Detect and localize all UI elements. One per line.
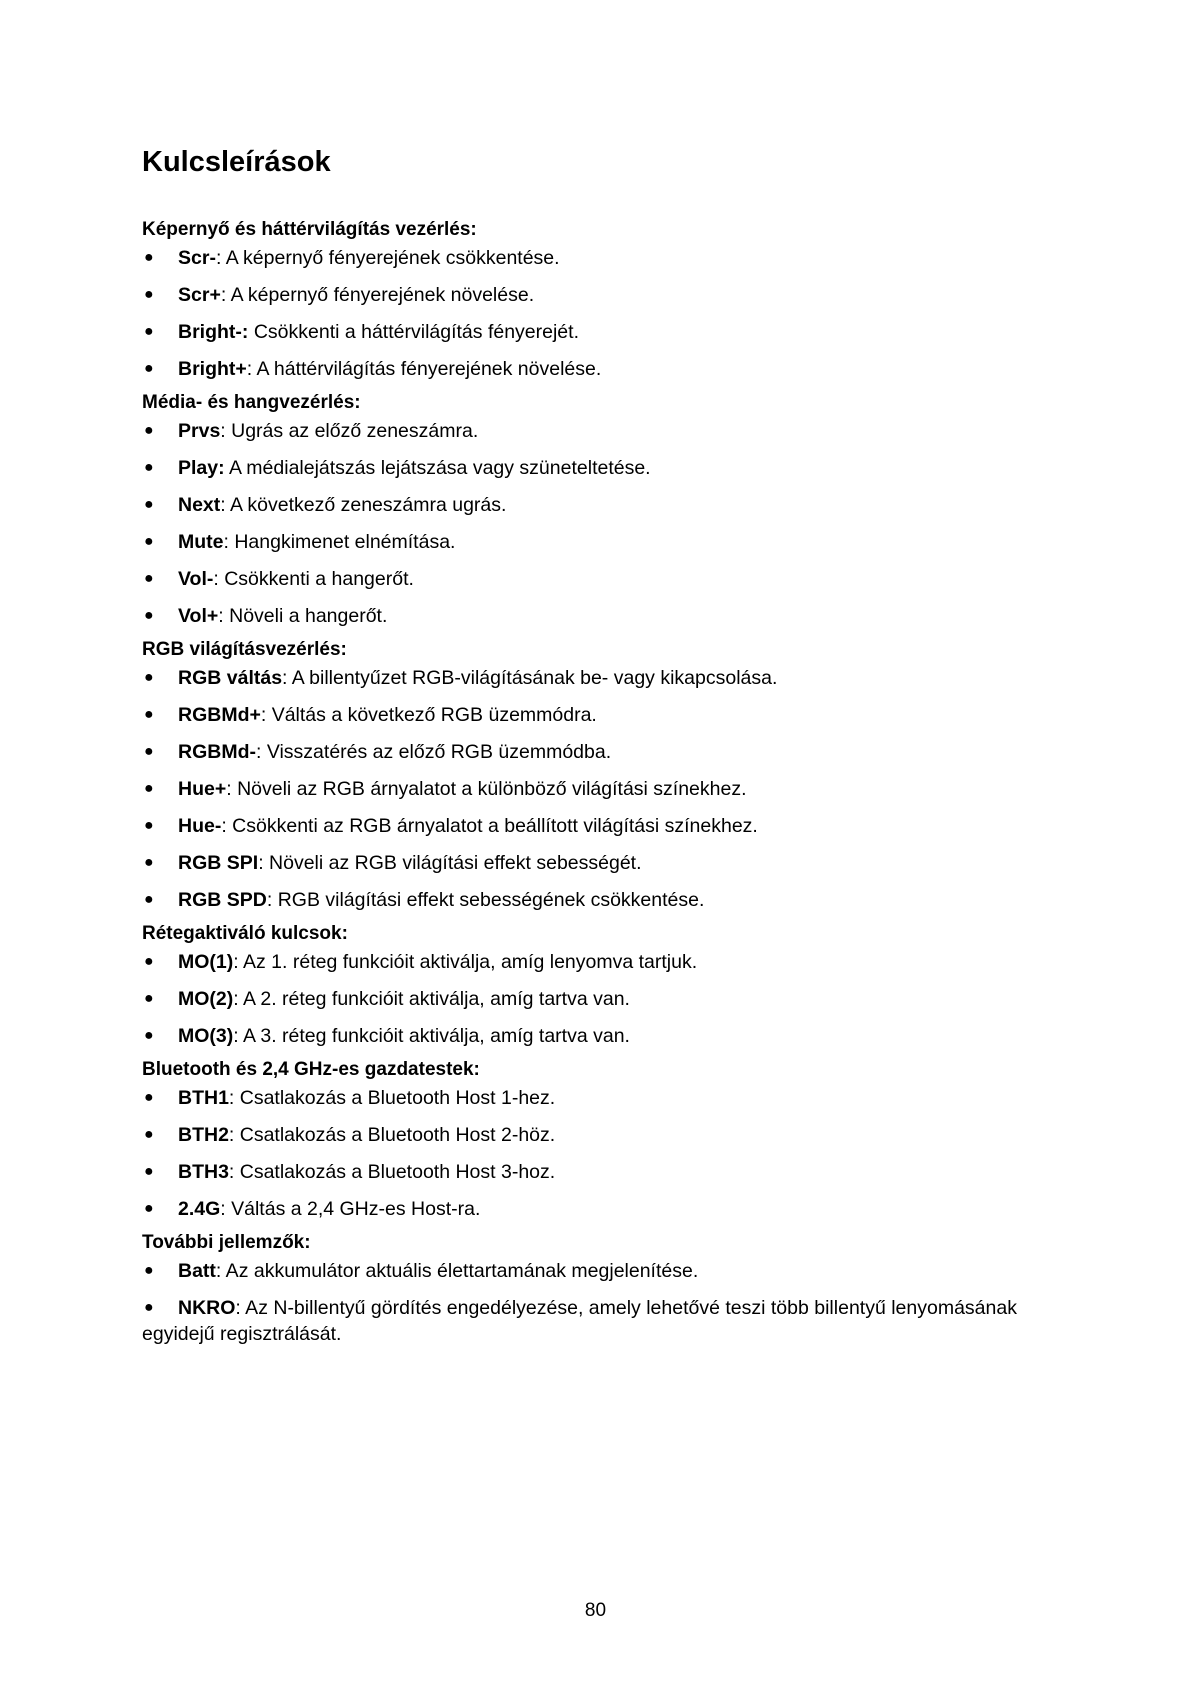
bullet-icon: ●	[144, 780, 154, 797]
key-name: RGBMd-	[178, 741, 256, 763]
list-item	[142, 887, 1062, 913]
bullet-icon: ●	[144, 1163, 154, 1180]
key-name: MO(3)	[178, 1025, 234, 1047]
bullet-icon: ●	[144, 1089, 154, 1106]
list-item	[142, 566, 1062, 592]
bullet-icon: ●	[144, 1262, 154, 1279]
key-name: RGB SPD	[178, 889, 267, 911]
list-item	[142, 1295, 1062, 1347]
key-name: MO(1)	[178, 951, 234, 973]
list-item	[142, 1258, 1062, 1284]
section-heading: Média- és hangvezérlés:	[142, 392, 361, 413]
bullet-icon: ●	[144, 1299, 154, 1316]
key-name: NKRO	[178, 1297, 236, 1319]
key-name: Hue-	[178, 815, 222, 837]
bullet-icon: ●	[144, 459, 154, 476]
list-item	[142, 986, 1062, 1012]
key-description: : Az N-billentyű gördítés engedélyezése, amely lehetővé teszi több billentyű lenyomásának egyidejű regisztrálását.	[142, 1297, 1017, 1345]
bullet-icon: ●	[144, 533, 154, 550]
list-item	[142, 739, 1062, 765]
bullet-icon: ●	[144, 360, 154, 377]
section-rgb-lighting	[142, 637, 1062, 913]
bullet-icon: ●	[144, 286, 154, 303]
key-name: MO(2)	[178, 988, 234, 1010]
key-name: Batt	[178, 1260, 216, 1282]
key-name: RGB SPI	[178, 852, 259, 874]
list-item	[142, 1085, 1062, 1111]
list-item	[142, 702, 1062, 728]
key-description: : Növeli a hangerőt.	[218, 605, 388, 627]
key-description: : Növeli az RGB árnyalatot a különböző világítási színekhez.	[226, 778, 747, 800]
key-description: A médialejátszás lejátszása vagy szüneteltetése.	[224, 457, 651, 479]
list-item	[142, 356, 1062, 382]
section-heading: Képernyő és háttérvilágítás vezérlés:	[142, 219, 477, 240]
key-list	[142, 418, 1062, 629]
page-title: Kulcsleírások	[142, 146, 331, 178]
key-list	[142, 245, 1062, 382]
key-name: Vol+	[178, 605, 219, 627]
list-item	[142, 319, 1062, 345]
key-name: Next	[178, 494, 221, 516]
key-name: BTH1	[178, 1087, 229, 1109]
key-name: BTH2	[178, 1124, 229, 1146]
document-page	[142, 140, 1062, 1355]
key-description: : Az akkumulátor aktuális élettartamának megjelenítése.	[215, 1260, 699, 1282]
section-media-audio	[142, 390, 1062, 629]
key-name: Vol-	[178, 568, 214, 590]
key-description: : Csökkenti a hangerőt.	[213, 568, 414, 590]
list-item	[142, 603, 1062, 629]
key-name: Scr-	[178, 247, 216, 269]
key-list	[142, 665, 1062, 913]
list-item	[142, 529, 1062, 555]
key-description: : Csatlakozás a Bluetooth Host 2-höz.	[228, 1124, 556, 1146]
key-description: : Visszatérés az előző RGB üzemmódba.	[255, 741, 612, 763]
list-item	[142, 850, 1062, 876]
key-name: RGBMd+	[178, 704, 261, 726]
key-description: : RGB világítási effekt sebességének csökkentése.	[266, 889, 705, 911]
key-description: : A következő zeneszámra ugrás.	[220, 494, 507, 516]
key-name: 2.4G	[178, 1198, 221, 1220]
bullet-icon: ●	[144, 1027, 154, 1044]
key-name: RGB váltás	[178, 667, 283, 689]
page-number: 80	[584, 1600, 607, 1621]
key-description: : Ugrás az előző zeneszámra.	[220, 420, 479, 442]
key-list	[142, 1258, 1062, 1347]
key-name: Bright+	[178, 358, 247, 380]
bullet-icon: ●	[144, 743, 154, 760]
key-description: : Az 1. réteg funkcióit aktiválja, amíg lenyomva tartjuk.	[233, 951, 698, 973]
bullet-icon: ●	[144, 1126, 154, 1143]
section-layer-keys	[142, 921, 1062, 1049]
bullet-icon: ●	[144, 570, 154, 587]
key-description: : Hangkimenet elnémítása.	[223, 531, 456, 553]
list-item	[142, 282, 1062, 308]
bullet-icon: ●	[144, 249, 154, 266]
list-item	[142, 245, 1062, 271]
key-name: BTH3	[178, 1161, 229, 1183]
list-item	[142, 492, 1062, 518]
key-description: : A billentyűzet RGB-világításának be- vagy kikapcsolása.	[282, 667, 778, 689]
list-item	[142, 1122, 1062, 1148]
bullet-icon: ●	[144, 607, 154, 624]
section-heading: Bluetooth és 2,4 GHz-es gazdatestek:	[142, 1059, 480, 1080]
section-bluetooth-hosts	[142, 1057, 1062, 1222]
list-item	[142, 1159, 1062, 1185]
bullet-icon: ●	[144, 496, 154, 513]
key-name: Scr+	[178, 284, 221, 306]
key-description: : Váltás a 2,4 GHz-es Host-ra.	[220, 1198, 481, 1220]
bullet-icon: ●	[144, 706, 154, 723]
bullet-icon: ●	[144, 669, 154, 686]
key-list	[142, 1085, 1062, 1222]
list-item	[142, 949, 1062, 975]
bullet-icon: ●	[144, 422, 154, 439]
bullet-icon: ●	[144, 854, 154, 871]
list-item	[142, 1023, 1062, 1049]
list-item	[142, 776, 1062, 802]
key-description: : Csatlakozás a Bluetooth Host 3-hoz.	[228, 1161, 556, 1183]
section-heading: Rétegaktiváló kulcsok:	[142, 923, 348, 944]
key-name: Play:	[178, 457, 225, 479]
key-description: : A háttérvilágítás fényerejének növelése.	[246, 358, 602, 380]
bullet-icon: ●	[144, 1200, 154, 1217]
key-description: Csökkenti a háttérvilágítás fényerejét.	[248, 321, 579, 343]
key-description: : A képernyő fényerejének csökkentése.	[215, 247, 560, 269]
list-item	[142, 813, 1062, 839]
bullet-icon: ●	[144, 990, 154, 1007]
section-screen-backlight	[142, 217, 1062, 382]
bullet-icon: ●	[144, 323, 154, 340]
section-heading: További jellemzők:	[142, 1232, 311, 1253]
key-description: : Csökkenti az RGB árnyalatot a beállított világítási színekhez.	[221, 815, 758, 837]
key-name: Hue+	[178, 778, 227, 800]
list-item	[142, 455, 1062, 481]
key-description: : A képernyő fényerejének növelése.	[220, 284, 535, 306]
key-name: Bright-:	[178, 321, 249, 343]
key-description: : Váltás a következő RGB üzemmódra.	[260, 704, 597, 726]
key-name: Mute	[178, 531, 224, 553]
section-additional-features	[142, 1230, 1062, 1347]
bullet-icon: ●	[144, 953, 154, 970]
bullet-icon: ●	[144, 891, 154, 908]
key-description: : Csatlakozás a Bluetooth Host 1-hez.	[228, 1087, 556, 1109]
key-list	[142, 949, 1062, 1049]
section-heading: RGB világításvezérlés:	[142, 639, 347, 660]
list-item	[142, 418, 1062, 444]
key-description: : A 3. réteg funkcióit aktiválja, amíg tartva van.	[233, 1025, 630, 1047]
key-description: : A 2. réteg funkcióit aktiválja, amíg tartva van.	[233, 988, 630, 1010]
key-description: : Növeli az RGB világítási effekt sebességét.	[258, 852, 642, 874]
list-item	[142, 665, 1062, 691]
bullet-icon: ●	[144, 817, 154, 834]
list-item	[142, 1196, 1062, 1222]
key-name: Prvs	[178, 420, 221, 442]
